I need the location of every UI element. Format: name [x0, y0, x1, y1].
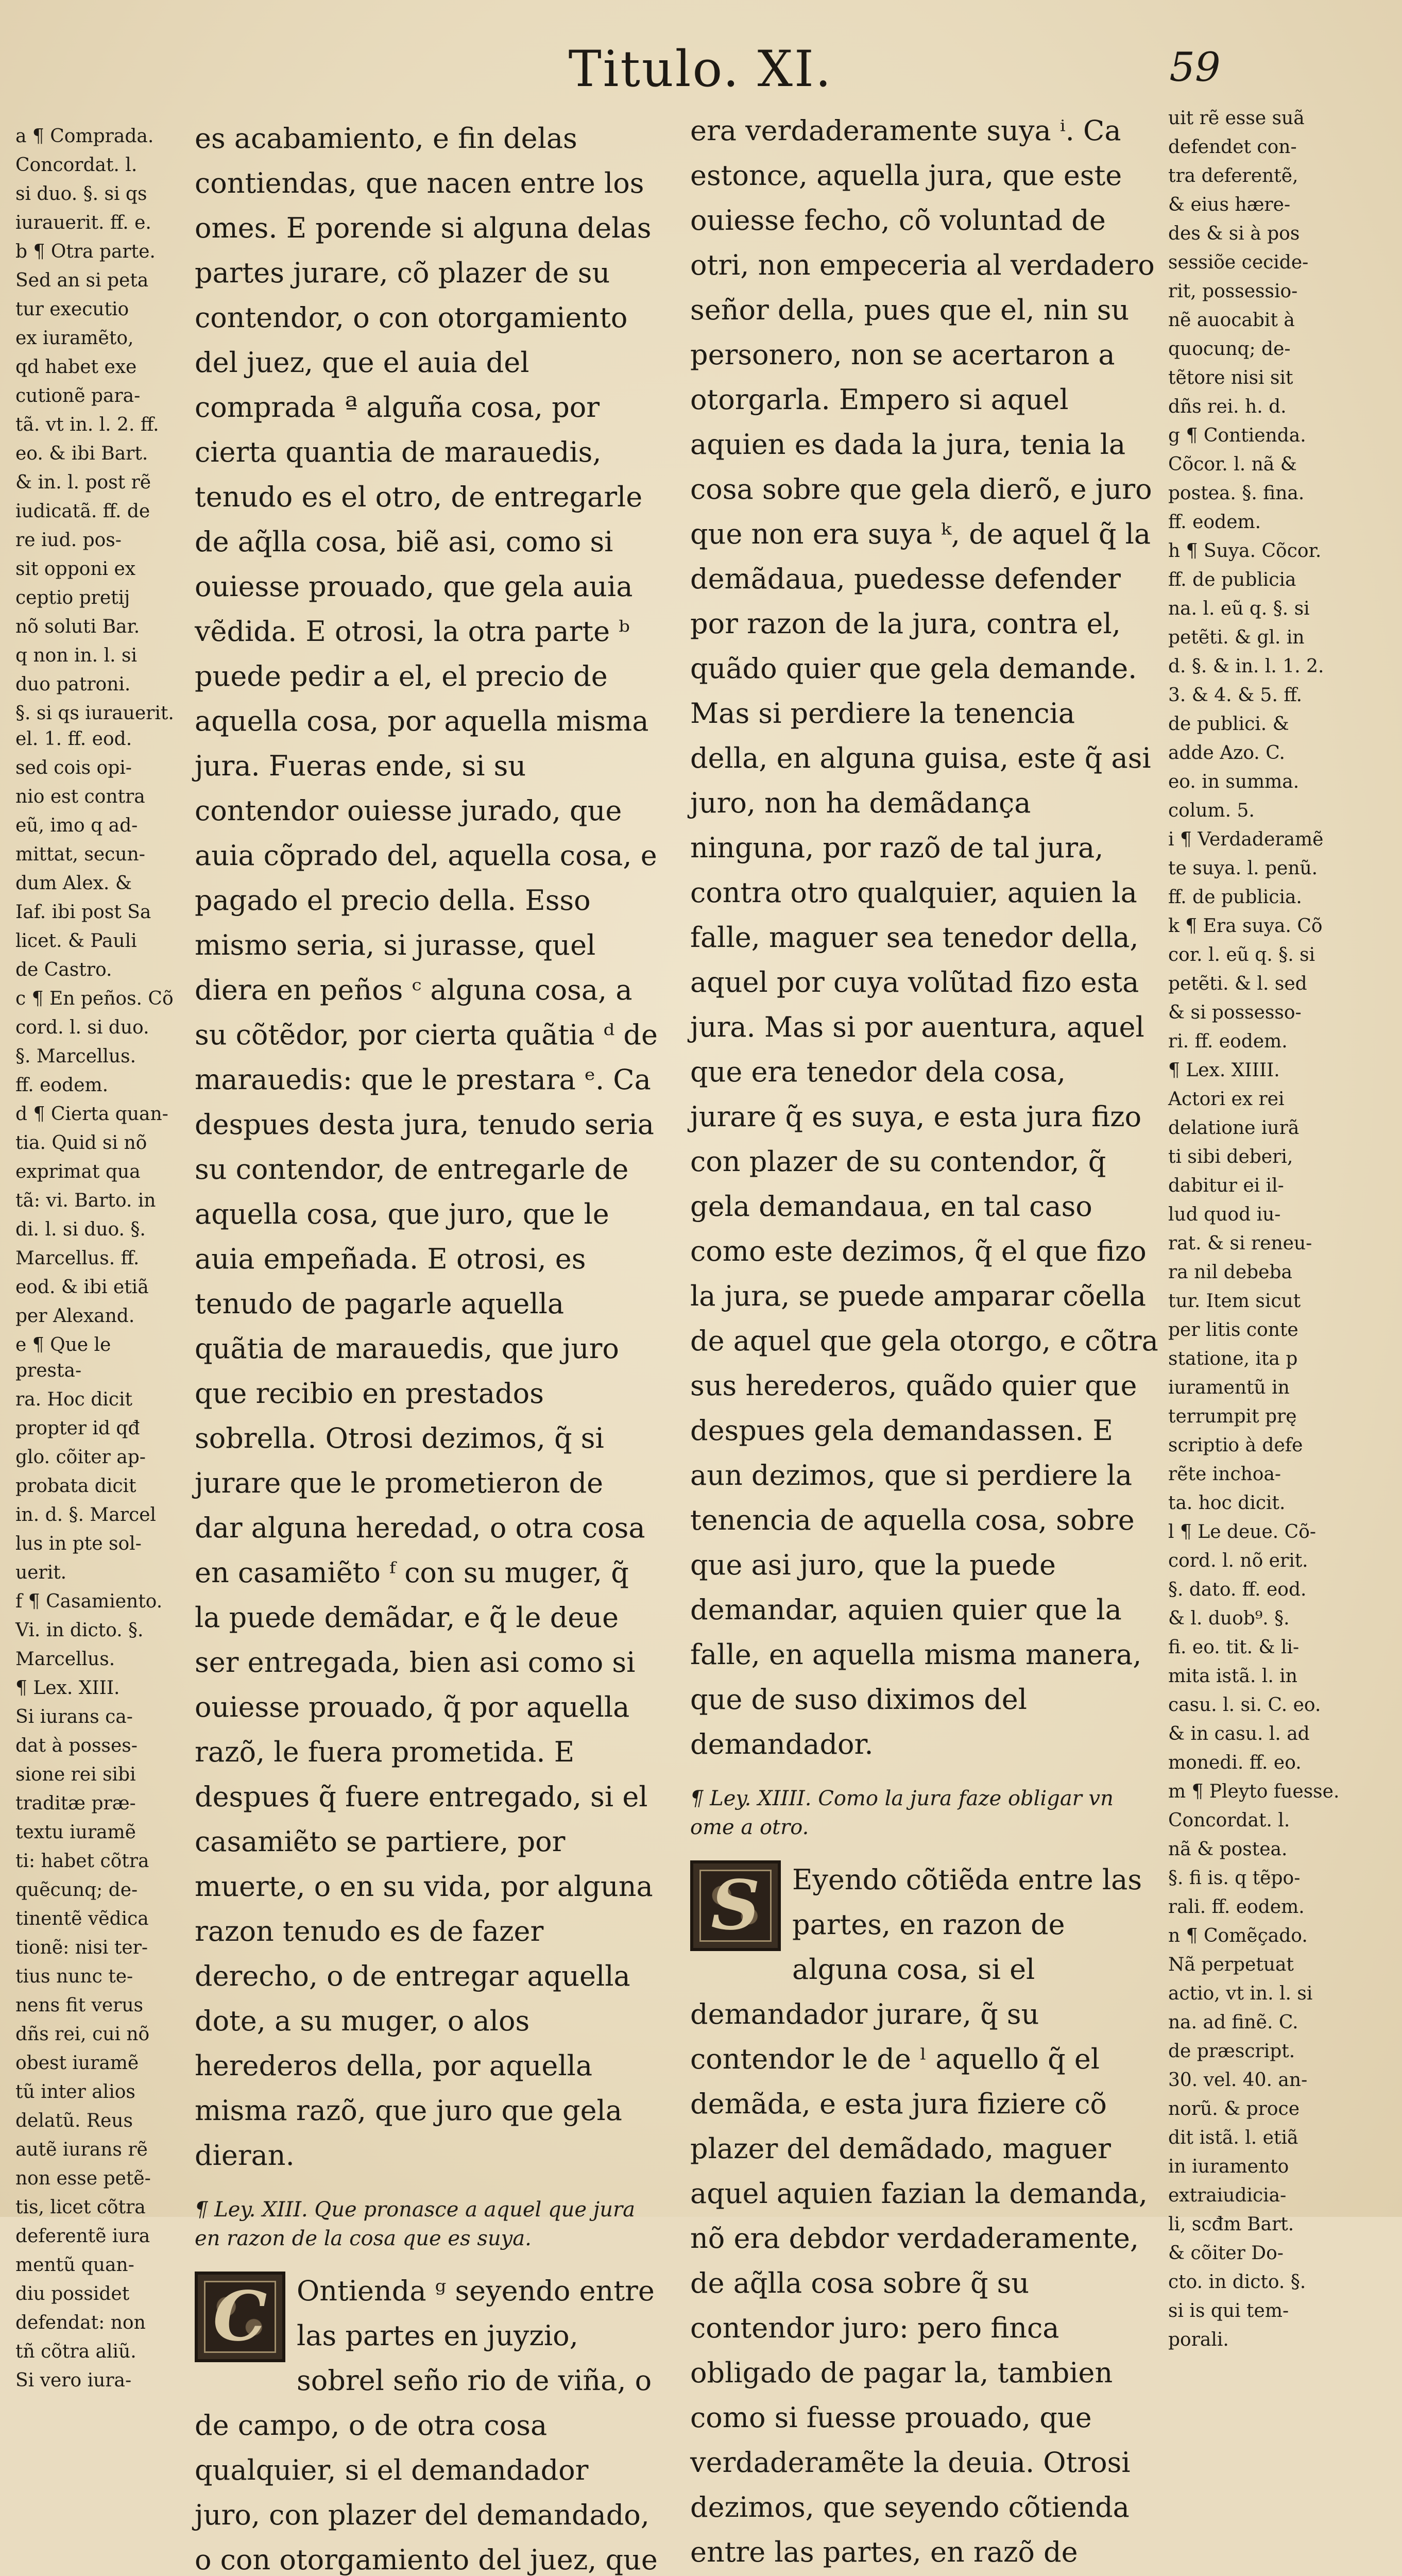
marginal-note-line: tur. Item sicut: [1168, 1291, 1301, 1312]
marginal-note-line: mita istã. l. in: [1168, 1666, 1297, 1687]
marginal-note-line: tã: vi. Barto. in: [15, 1190, 156, 1211]
marginal-note-line: ¶ Lex. XIII.: [15, 1677, 120, 1699]
decorated-initial: [690, 1860, 781, 1951]
marginal-note-line: lud quod iu-: [1168, 1204, 1281, 1225]
marginal-note-line: de Castro.: [15, 959, 112, 980]
marginal-note-line: h ¶ Suya. Cõcor.: [1168, 540, 1322, 562]
marginal-note-line: tinentẽ vẽdica: [15, 1908, 149, 1929]
marginal-note-line: §. Marcellus.: [15, 1046, 136, 1067]
marginal-note-line: rali. ff. eodem.: [1168, 1896, 1305, 1918]
marginal-note-line: tur executio: [15, 299, 129, 320]
marginal-note-line: defendat: non: [15, 2312, 146, 2333]
marginal-note-line: cutionẽ para-: [15, 385, 141, 406]
marginal-note-line: casu. l. si. C. eo.: [1168, 1694, 1321, 1716]
marginal-note-line: sione rei sibi: [15, 1764, 136, 1785]
marginal-note-line: nens fit verus: [15, 1995, 144, 2016]
marginal-note-line: tẽtore nisi sit: [1168, 367, 1293, 388]
marginal-note-line: delatũ. Reus: [15, 2110, 133, 2131]
marginal-note-line: cor. l. eũ q. §. si: [1168, 944, 1315, 965]
marginal-note-line: monedi. ff. eo.: [1168, 1752, 1302, 1773]
marginal-note-line: eo. in summa.: [1168, 771, 1300, 792]
marginal-note-line: q non in. l. si: [15, 645, 137, 666]
marginal-note-line: dabitur ei il-: [1168, 1175, 1284, 1196]
marginal-note-line: ¶ Lex. XIIII.: [1168, 1060, 1280, 1081]
marginal-note-line: probata dicit: [15, 1476, 136, 1497]
marginal-note-line: Si vero iura-: [15, 2370, 132, 2391]
marginal-note-line: quocunq; de-: [1168, 338, 1291, 360]
marginal-note-line: diu possidet: [15, 2283, 130, 2304]
marginal-note-line: fi. eo. tit. & li-: [1168, 1637, 1300, 1658]
marginal-note-line: di. l. si duo. §.: [15, 1219, 146, 1240]
marginal-note-line: & in. l. post rẽ: [15, 472, 151, 493]
marginal-note-line: f ¶ Casamiento.: [15, 1591, 163, 1612]
marginal-note-line: Sed an si peta: [15, 270, 149, 291]
marginal-note-line: mentũ quan-: [15, 2255, 134, 2276]
marginal-note-line: exprimat qua: [15, 1161, 141, 1182]
marginal-note-line: dñs rei, cui nõ: [15, 2024, 150, 2045]
marginal-note-line: & l. duob⁹. §.: [1168, 1608, 1290, 1629]
marginal-note-line: 30. vel. 40. an-: [1168, 2070, 1308, 2091]
marginal-note-line: te suya. l. penũ.: [1168, 858, 1318, 879]
marginal-note-line: ff. de publicia: [1168, 569, 1296, 590]
marginal-note-line: cord. l. nõ erit.: [1168, 1550, 1308, 1571]
marginal-note-line: de præscript.: [1168, 2041, 1295, 2062]
marginal-note-line: tia. Quid si nõ: [15, 1132, 147, 1154]
marginal-note-line: ex iuramẽto,: [15, 328, 134, 349]
marginal-note-line: iudicatã. ff. de: [15, 501, 150, 522]
marginal-note-line: nẽ auocabit à: [1168, 310, 1295, 331]
right-marginal-notes: [1168, 106, 1390, 2350]
marginal-note-line: lus in pte sol-: [15, 1533, 142, 1554]
marginal-note-line: quẽcunq; de-: [15, 1879, 138, 1901]
marginal-note-line: ra. Hoc dicit: [15, 1389, 132, 1410]
marginal-note-line: n ¶ Comẽçado.: [1168, 1925, 1308, 1946]
marginal-note-line: Marcellus. ff.: [15, 1248, 140, 1269]
marginal-note-line: cord. l. si duo.: [15, 1017, 149, 1038]
marginal-note-line: Nã perpetuat: [1168, 1954, 1294, 1975]
marginal-note-line: postea. §. fina.: [1168, 483, 1305, 504]
marginal-note-line: nõ soluti Bar.: [15, 616, 140, 637]
law-xiiii-heading: ¶ Ley. XIIII. Como la jura faze obligar vn ome a otro.: [690, 1787, 1114, 1839]
marginal-note-line: ra nil debeba: [1168, 1262, 1292, 1283]
marginal-note-line: autẽ iurans rẽ: [15, 2139, 148, 2160]
marginal-note-line: scriptio à defe: [1168, 1435, 1303, 1456]
marginal-note-line: & cõiter Do-: [1168, 2243, 1284, 2264]
marginal-note-line: ti: habet cõtra: [15, 1851, 149, 1872]
left-marginal-notes: [15, 124, 180, 2391]
marginal-note-line: tra deferentẽ,: [1168, 165, 1298, 187]
marginal-note-line: traditæ præ-: [15, 1793, 136, 1814]
marginal-note-line: textu iuramẽ: [15, 1822, 136, 1843]
marginal-note-line: tionẽ: nisi ter-: [15, 1937, 148, 1958]
marginal-note-line: d ¶ Cierta quan-: [15, 1104, 168, 1125]
marginal-note-line: 3. & 4. & 5. ff.: [1168, 685, 1303, 706]
decorated-initial: [195, 2272, 285, 2362]
marginal-note-line: extraiudicia-: [1168, 2185, 1287, 2206]
marginal-note-line: iurauerit. ff. e.: [15, 212, 151, 233]
marginal-note-line: d. §. & in. l. 1. 2.: [1168, 656, 1324, 677]
marginal-note-line: uerit.: [15, 1562, 67, 1583]
marginal-note-line: na. l. eũ q. §. si: [1168, 598, 1310, 619]
marginal-note-line: b ¶ Otra parte.: [15, 241, 156, 262]
law-xiii-text: Ontienda ᵍ seyendo entre las partes en juyzio, sobrel seño rio de viña, o de campo, o de otra cosa qualquier, si el demandador juro, con plazer del demandado, o con otorgamiento del juez, que: [195, 2275, 658, 2576]
marginal-note-line: dñs rei. h. d.: [1168, 396, 1287, 417]
marginal-note-line: petẽti. & l. sed: [1168, 973, 1307, 994]
main-column-2-paragraph: era verdaderamente suya ⁱ. Ca estonce, aquella jura, que este ouiesse fecho, cõ voluntad de otri, non empeceria al verdadero señor della, pues que el, nin su personero, non se acertaron a otorgarla. Empero si aquel aquien es dada la jura, tenia la cosa sobre que gela dierõ, e juro que non era suya ᵏ, de aquel q̃ la demãdaua, puedesse defender por razon de la jura, contra el, quãdo quier que gela demande. Mas si perdiere la tenencia della, en alguna guisa, este q̃ asi juro, non ha demãdança ninguna, por razõ de tal jura, contra otro qualquier, aquien la falle, maguer sea tenedor della, aquel por cuya volũtad fizo esta jura. Mas si por auentura, aquel que era tenedor dela cosa, jurare q̃ es suya, e esta jura fizo con plazer de su contendor, q̃ gela demandaua, en tal caso como este dezimos, q̃ el que fizo la jura, se puede amparar cõella de aquel que gela otorgo, e cõtra sus herederos, quãdo quier que despues gela demandassen. E aun dezimos, que si perdiere la tenencia de aquella cosa, sobre que asi juro, que la puede demandar, aquien quier que la falle, en aquella misma manera, que de suso diximos del demandador.: [690, 114, 1158, 1760]
marginal-note-line: terrumpit prę: [1168, 1406, 1297, 1427]
marginal-note-line: l ¶ Le deue. Cõ-: [1168, 1521, 1316, 1543]
marginal-note-line: ff. eodem.: [1168, 512, 1261, 533]
marginal-note-line: mittat, secun-: [15, 844, 145, 865]
marginal-note-line: dit istã. l. etiã: [1168, 2127, 1298, 2148]
marginal-note-line: per Alexand.: [15, 1306, 135, 1327]
marginal-note-line: eod. & ibi etiã: [15, 1277, 149, 1298]
marginal-note-line: eũ, imo q ad-: [15, 815, 138, 836]
marginal-note-line: propter id qđ: [15, 1418, 140, 1439]
marginal-note-line: non esse petẽ-: [15, 2168, 151, 2189]
marginal-note-line: nã & postea.: [1168, 1839, 1288, 1860]
marginal-note-line: tius nunc te-: [15, 1966, 133, 1987]
marginal-note-line: Actori ex rei: [1168, 1089, 1285, 1110]
marginal-note-line: licet. & Pauli: [15, 930, 137, 952]
marginal-note-line: adde Azo. C.: [1168, 742, 1285, 764]
marginal-note-line: ceptio pretij: [15, 587, 130, 608]
marginal-note-line: actio, vt in. l. si: [1168, 1983, 1313, 2004]
decorated-initial-letter: C: [213, 2277, 267, 2357]
marginal-note-line: uit rẽ esse suã: [1168, 108, 1305, 129]
marginal-note-line: colum. 5.: [1168, 800, 1255, 821]
marginal-note-line: porali.: [1168, 2329, 1229, 2350]
marginal-note-line: Marcellus.: [15, 1649, 115, 1670]
marginal-note-line: rit, possessio-: [1168, 281, 1298, 302]
marginal-note-line: ti sibi deberi,: [1168, 1146, 1293, 1167]
marginal-note-line: rẽte inchoa-: [1168, 1464, 1281, 1485]
marginal-note-line: na. ad finẽ. C.: [1168, 2012, 1298, 2033]
marginal-note-line: ff. eodem.: [15, 1075, 109, 1096]
marginal-note-line: tã. vt in. l. 2. ff.: [15, 414, 159, 435]
marginal-note-line: ta. hoc dicit.: [1168, 1493, 1286, 1514]
marginal-note-line: cto. in dicto. §.: [1168, 2272, 1306, 2293]
law-xiiii-text: Eyendo cõtiẽda entre las partes, en razon de alguna cosa, si el demandador jurare, q̃ su contendor le de ˡ aquello q̃ el demãda, e esta jura fiziere cõ plazer del demãdado, maguer aquel aquien fazian la demanda, nõ era debdor verdaderamente, de aq̃lla cosa sobre q̃ su contendor juro: pero finca obligado de pagar la, tambien como si fuesse prouado, que verdaderamẽte la deuia. Otrosi dezimos, que seyendo cõtienda entre las partes, en razõ de: [690, 1863, 1148, 2568]
marginal-note-line: g ¶ Contienda.: [1168, 425, 1306, 446]
marginal-note-line: tis, licet cõtra: [15, 2197, 146, 2218]
marginal-note-line: sed cois opi-: [15, 757, 132, 778]
marginal-note-line: a ¶ Comprada.: [15, 126, 154, 147]
running-title: Titulo. XI.: [568, 40, 833, 98]
marginal-note-line: duo patroni.: [15, 674, 131, 695]
marginal-note-line: e ¶ Que le presta-: [15, 1334, 111, 1381]
main-column-1-paragraph: es acabamiento, e fin delas contiendas, que nacen entre los omes. E porende si alguna delas partes jurare, cõ plazer de su contendor, o con otorgamiento del juez, que el auia del comprada ª alguña cosa, por cierta quantia de marauedis, tenudo es el otro, de entregarle de aq̃lla cosa, biẽ asi, como si ouiesse prouado, que gela auia vẽdida. E otrosi, la otra parte ᵇ puede pedir a el, el precio de aquella cosa, por aquella misma jura. Fueras ende, si su contendor ouiesse jurado, que auia cõprado del, aquella cosa, e pagado el precio della. Esso mismo seria, si jurasse, quel diera en peños ᶜ alguna cosa, a su cõtẽdor, por cierta quãtia ᵈ de marauedis: que le prestara ᵉ. Ca despues desta jura, tenudo seria su contendor, de entregarle de aquella cosa, que juro, que le auia empeñada. E otrosi, es tenudo de pagarle aquella quãtia de marauedis, que juro que recibio en prestados sobrella. Otrosi dezimos, q̃ si jurare que le prometieron de dar alguna heredad, o otra cosa en casamiẽto ᶠ con su muger, q̃ la puede demãdar, e q̃ le deue ser entregada, bien asi como si ouiesse prouado, q̃ por aquella razõ, le fuera prometida. E despues q̃ fuere entregado, si el casamiẽto se partiere, por muerte, o en su vida, por alguna razon tenudo es de fazer derecho, o de entregar aquella dote, a su muger, o alos herederos della, por aquella misma razõ, que juro que gela dieran.: [195, 122, 658, 2172]
marginal-note-line: tñ cõtra aliũ.: [15, 2341, 136, 2362]
law-xiii-heading: ¶ Ley. XIII. Que pronasce a aquel que jura en razon de la cosa que es suya.: [195, 2198, 635, 2250]
marginal-note-line: Vi. in dicto. §.: [15, 1620, 144, 1641]
marginal-note-line: rat. & si reneu-: [1168, 1233, 1312, 1254]
marginal-note-line: Cõcor. l. nã &: [1168, 454, 1297, 475]
marginal-note-line: Concordat. l.: [1168, 1810, 1290, 1831]
marginal-note-line: per litis conte: [1168, 1319, 1298, 1341]
marginal-note-line: de publici. &: [1168, 714, 1289, 735]
marginal-note-line: tũ inter alios: [15, 2081, 135, 2103]
marginal-note-line: defendet con-: [1168, 137, 1297, 158]
marginal-note-line: glo. cõiter ap-: [15, 1447, 146, 1468]
marginal-note-line: in iuramento: [1168, 2156, 1289, 2177]
marginal-note-line: re iud. pos-: [15, 530, 122, 551]
marginal-note-line: sessiõe cecide-: [1168, 252, 1309, 273]
marginal-note-line: Si iurans ca-: [15, 1706, 133, 1727]
marginal-note-line: sit opponi ex: [15, 558, 136, 580]
marginal-note-line: deferentẽ iura: [15, 2226, 150, 2247]
marginal-note-line: dum Alex. &: [15, 873, 132, 894]
marginal-note-line: si duo. §. si qs: [15, 183, 147, 205]
marginal-note-line: & eius hære-: [1168, 194, 1291, 215]
marginal-note-line: si is qui tem-: [1168, 2300, 1289, 2321]
marginal-note-line: & si possesso-: [1168, 1002, 1302, 1023]
folio-number: 59: [1169, 44, 1221, 91]
marginal-note-line: statione, ita p: [1168, 1348, 1298, 1369]
marginal-note-line: m ¶ Pleyto fuesse.: [1168, 1781, 1340, 1802]
marginal-note-line: obest iuramẽ: [15, 2053, 139, 2074]
marginal-note-line: delatione iurã: [1168, 1117, 1300, 1139]
marginal-note-line: eo. & ibi Bart.: [15, 443, 148, 464]
marginal-note-line: li, scđm Bart.: [1168, 2214, 1294, 2235]
marginal-note-line: ri. ff. eodem.: [1168, 1031, 1288, 1052]
marginal-note-line: ff. de publicia.: [1168, 887, 1302, 908]
page-header: [0, 40, 1402, 112]
marginal-note-line: §. dato. ff. eod.: [1168, 1579, 1307, 1600]
marginal-note-line: §. fi is. q tẽpo-: [1168, 1868, 1301, 1889]
marginal-note-line: in. d. §. Marcel: [15, 1504, 156, 1526]
main-column-1: [195, 116, 658, 2576]
marginal-note-line: dat à posses-: [15, 1735, 138, 1756]
marginal-note-line: §. si qs iurauerit. el. 1. ff. eod.: [15, 703, 174, 750]
marginal-note-line: c ¶ En peños. Cõ: [15, 988, 174, 1009]
marginal-note-line: des & si à pos: [1168, 223, 1300, 244]
marginal-note-line: norũ. & proce: [1168, 2098, 1300, 2120]
marginal-note-line: Iaf. ibi post Sa: [15, 902, 151, 923]
marginal-note-line: qd habet exe: [15, 357, 137, 378]
main-column-2: [690, 108, 1159, 2568]
decorated-initial-letter: S: [711, 1866, 760, 1945]
marginal-note-line: iuramentũ in: [1168, 1377, 1290, 1398]
marginal-note-line: & in casu. l. ad: [1168, 1723, 1310, 1744]
marginal-note-line: petẽti. & gl. in: [1168, 627, 1305, 648]
marginal-note-line: nio est contra: [15, 786, 145, 807]
marginal-note-line: k ¶ Era suya. Cõ: [1168, 916, 1323, 937]
marginal-note-line: Concordat. l.: [15, 155, 138, 176]
marginal-note-line: i ¶ Verdaderamẽ: [1168, 829, 1324, 850]
